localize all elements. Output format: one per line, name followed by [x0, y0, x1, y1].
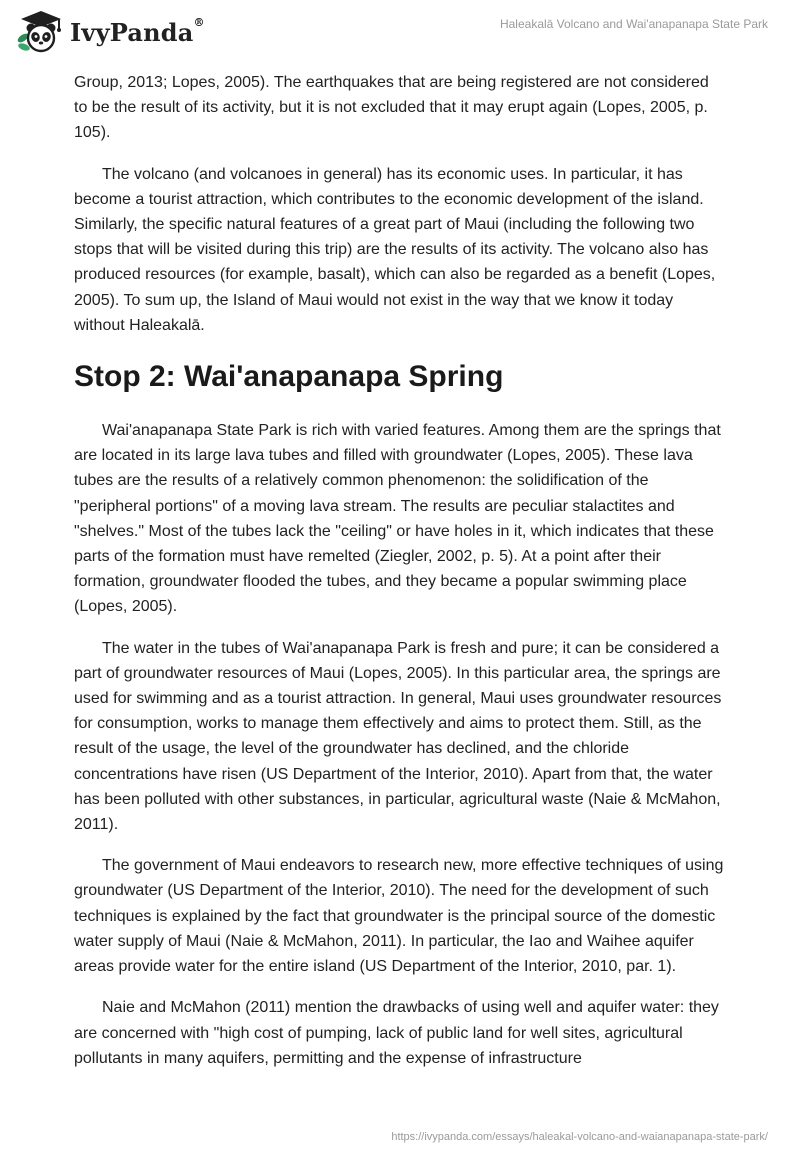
paragraph-park-features: Wai'anapanapa State Park is rich with varied features. Among them are the springs that are located in its large lava tubes and filled with groundwater (Lopes, 2005). These lava tubes are the results of a relatively common phenomenon: the solidification of the "peripheral portions" of a moving lava stream. The results are peculiar stalactites and "shelves." Most of the tubes lack the "ceiling" or have holes in it, which indicates that these parts of the formation must have remelted (Ziegler, 2002, p. 5). At a point after their formation, groundwater flooded the tubes, and they became a popular swimming place (Lopes, 2005). — [74, 422, 721, 616]
registered-mark: ® — [193, 15, 205, 29]
ivypanda-logo[interactable] — [14, 8, 205, 56]
panda-graduate-icon — [14, 8, 68, 56]
paragraph-water-quality: The water in the tubes of Wai'anapanapa Park is fresh and pure; it can be considered a part of groundwater resources of Maui (Lopes, 2005). In this particular area, the springs are used for swimming and as a tourist attraction. In general, Maui uses groundwater resources for consumption, works to manage them effectively and aims to protect them. Still, as the result of the usage, the level of the groundwater has declined, and the chloride concentrations have risen (US Department of the Interior, 2010). Apart from that, the water has been polluted with other substances, in particular, agricultural waste (Naie & McMahon, 2011). — [74, 639, 722, 834]
paragraph-drawbacks: Naie and McMahon (2011) mention the drawbacks of using well and aquifer water: they are concerned with "high cost of pumping, lack of public land for well sites, agricultural pollutants in many aquifers, permitting and the expense of infrastructure — [74, 999, 719, 1067]
paragraph-continuation: Group, 2013; Lopes, 2005). The earthquakes that are being registered are not considered to be the result of its activity, but it is not excluded that it may erupt again (Lopes, 2005, p. 105). — [74, 74, 709, 142]
source-url[interactable]: https://ivypanda.com/essays/haleakal-volcano-and-waianapanapa-state-park/ — [391, 1131, 768, 1143]
document-title: Haleakalā Volcano and Wai'anapanapa State Park — [499, 17, 768, 31]
paragraph-economic-uses: The volcano (and volcanoes in general) has its economic uses. In particular, it has become a tourist attraction, which contributes to the economic development of the island. Similarly, the specific natural features of a great part of Maui (including the following two stops that will be visited during this trip) are the results of its activity. The volcano also has produced resources (for example, basalt), which can also be regarded as a benefit (Lopes, 2005). To sum up, the Island of Maui would not exist in the way that we know it today without Haleakalā. — [74, 165, 716, 334]
essay-content — [74, 70, 726, 1087]
section-heading: Stop 2: Wai'anapanapa Spring — [74, 360, 504, 394]
page-header — [0, 0, 800, 64]
paragraph-government: The government of Maui endeavors to research new, more effective techniques of using groundwater (US Department of the Interior, 2010). The need for the development of such techniques is explained by the fact that groundwater is the principal source of the domestic water supply of Maui (Naie & McMahon, 2011). In particular, the Iao and Waihee aquifer areas provide water for the entire island (US Department of the Interior, 2010, par. 1). — [74, 857, 724, 976]
brand-name: IvyPanda® — [70, 15, 205, 47]
